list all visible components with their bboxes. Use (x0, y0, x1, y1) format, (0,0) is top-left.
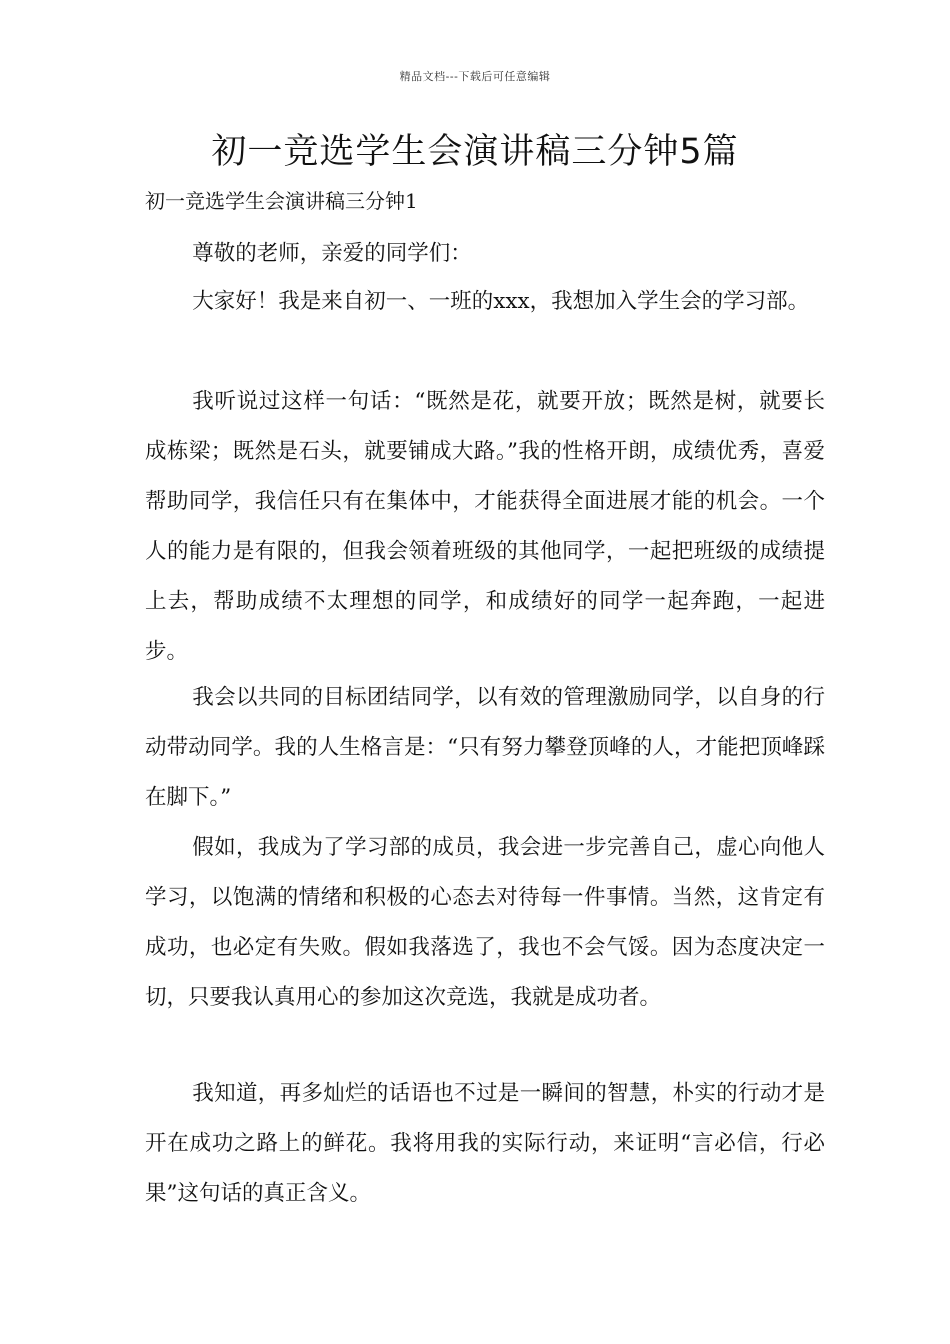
paragraph-introduction: 大家好！我是来自初一、一班的xxx，我想加入学生会的学习部。 (192, 289, 810, 314)
header-note: 精品文档---下载后可任意编辑 (399, 70, 551, 83)
section-heading: 初一竞选学生会演讲稿三分钟1 (145, 189, 418, 213)
paragraph-character: 我听说过这样一句话：“既然是花，就要开放；既然是树，就要长成栋梁；既然是石头，就要铺成大路。”我的性格开朗，成绩优秀，喜爱帮助同学，我信任只有在集体中，才能获得全面进展才能的机会。一个人的能力是有限的，但我会领着班级的其他同学，一起把班级的成绩提上去，帮助成绩不太理想的同学，和成绩好的同学一起奔跑，一起进步。 (145, 389, 825, 664)
paragraph-motto: 我会以共同的目标团结同学，以有效的管理激励同学，以自身的行动带动同学。我的人生格言是：“只有努力攀登顶峰的人，才能把顶峰踩在脚下。” (145, 685, 825, 810)
paragraph-conclusion: 我知道，再多灿烂的话语也不过是一瞬间的智慧，朴实的行动才是开在成功之路上的鲜花。我将用我的实际行动，来证明“言必信，行必果”这句话的真正含义。 (145, 1081, 825, 1206)
paragraph-commitment: 假如，我成为了学习部的成员，我会进一步完善自己，虚心向他人学习，以饱满的情绪和积极的心态去对待每一件事情。当然，这肯定有成功，也必定有失败。假如我落选了，我也不会气馁。因为态度决定一切，只要我认真用心的参加这次竞选，我就是成功者。 (145, 835, 825, 1010)
document-title: 初一竞选学生会演讲稿三分钟5篇 (211, 132, 739, 172)
paragraph-greeting: 尊敬的老师，亲爱的同学们： (192, 241, 472, 266)
